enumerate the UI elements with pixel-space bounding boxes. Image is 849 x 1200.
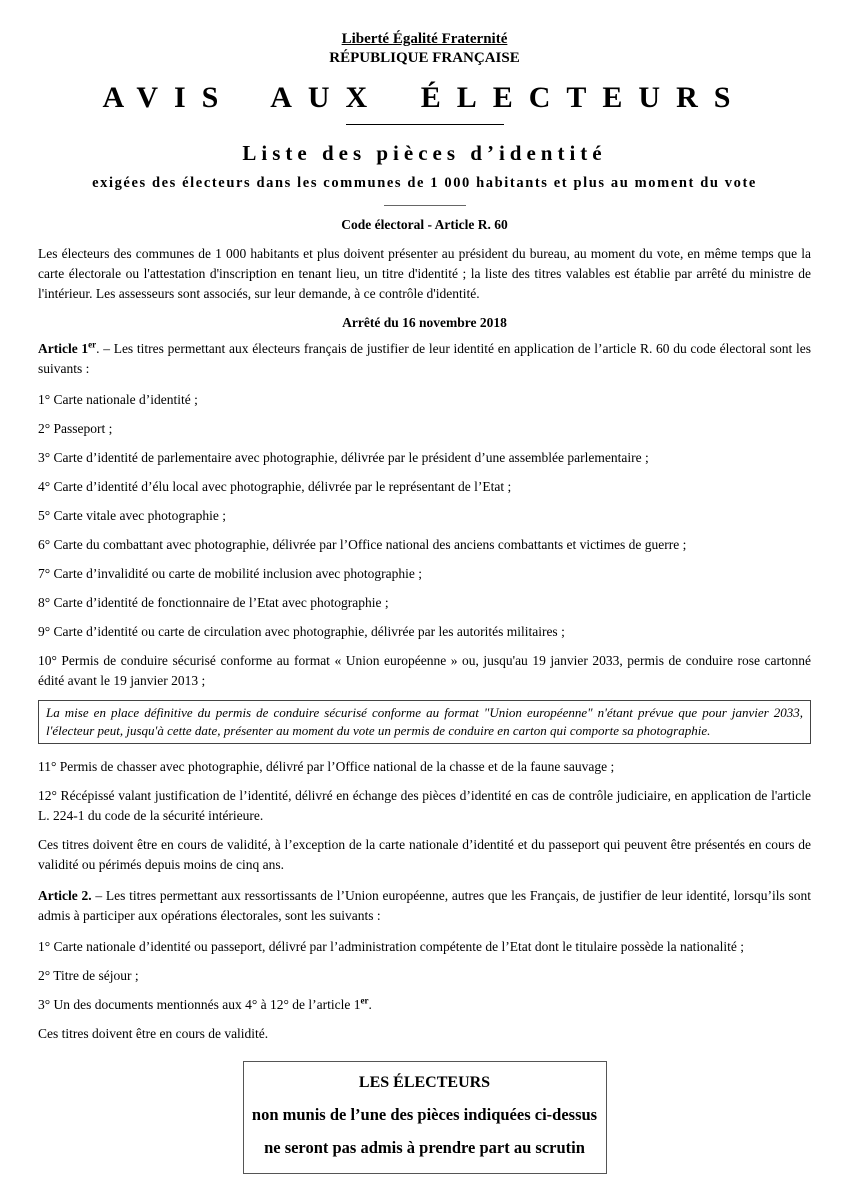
article-2-paragraph	[38, 886, 811, 926]
article-1-item-1: 1° Carte nationale d’identité ;	[38, 392, 198, 407]
warning-line-2: non munis de l’une des pièces indiquées ci-dessus	[251, 1105, 598, 1124]
article-2-item-3-text: 3° Un des documents mentionnés aux 4° à 12° de l’article 1	[38, 997, 361, 1012]
intro-paragraph: Les électeurs des communes de 1 000 habitants et plus doivent présenter au président du bureau, au moment du vote, en même temps que la carte électorale ou l'attestation d'inscription en tenant lieu, un titre d'identité ; la liste des titres valables est établie par arrêté du ministre de l'intérieur. Les assesseurs sont associés, sur leur demande, à ce contrôle d'identité.	[38, 246, 811, 301]
subtitle-divider	[384, 205, 466, 206]
article-2-item-1: 1° Carte nationale d’identité ou passeport, délivré par l’administration compétente de l’Etat dont le titulaire possède la nationalité ;	[38, 939, 745, 954]
article-2-text: – Les titres permettant aux ressortissants de l’Union européenne, autres que les Français, de justifier de leur identité, lorsqu’ils sont admis à participer aux opérations électorales, sont les suivants :	[38, 888, 811, 923]
driving-licence-note-box: La mise en place définitive du permis de conduire sécurisé conforme au format "Union européenne" n'étant prévue que pour janvier 2033, l'électeur peut, jusqu'à cette date, présenter au moment du vote un permis de conduire en carton qui comporte sa photographie.	[38, 700, 811, 744]
article-2-item-3	[38, 995, 811, 1015]
title-divider	[346, 124, 504, 125]
decree-date-heading: Arrêté du 16 novembre 2018	[342, 315, 507, 330]
article-2-item-3-superscript: er	[360, 995, 369, 1006]
motto: Liberté Égalité Fraternité	[341, 31, 508, 47]
article-2-item-3-period: .	[368, 997, 372, 1012]
article-2-label: Article 2.	[38, 888, 92, 903]
article-1-item-8: 8° Carte d’identité de fonctionnaire de l’Etat avec photographie ;	[38, 595, 389, 610]
article-1-item-2: 2° Passeport ;	[38, 421, 113, 436]
article-1-label: Article 1	[38, 341, 89, 356]
article-1-item-10: 10° Permis de conduire sécurisé conforme au format « Union européenne » ou, jusqu'au 19 janvier 2033, permis de conduire rose cartonné édité avant le 19 janvier 2013 ;	[38, 653, 811, 688]
article-1-validity-paragraph: Ces titres doivent être en cours de validité, à l’exception de la carte nationale d’identité et du passeport qui peuvent être présentés en cours de validité ou périmés depuis moins de cinq ans.	[38, 837, 811, 872]
warning-box	[243, 1061, 607, 1174]
page-title: AVIS AUX ÉLECTEURS	[102, 81, 747, 114]
subtitle: Liste des pièces d’identité	[242, 141, 607, 165]
article-1-item-11: 11° Permis de chasser avec photographie, délivré par l’Office national de la chasse et de la faune sauvage ;	[38, 759, 615, 774]
subtitle-detail: exigées des électeurs dans les communes de 1 000 habitants et plus au moment du vote	[92, 175, 757, 191]
article-1-item-9: 9° Carte d’identité ou carte de circulation avec photographie, délivrée par les autorités militaires ;	[38, 624, 565, 639]
article-1-item-4: 4° Carte d’identité d’élu local avec photographie, délivrée par le représentant de l’Etat ;	[38, 479, 512, 494]
electoral-code-reference: Code électoral - Article R. 60	[341, 217, 508, 232]
article-2-item-2: 2° Titre de séjour ;	[38, 968, 139, 983]
article-1-item-7: 7° Carte d’invalidité ou carte de mobilité inclusion avec photographie ;	[38, 566, 423, 581]
article-1-text: . – Les titres permettant aux électeurs français de justifier de leur identité en application de l’article R. 60 du code électoral sont les suivants :	[38, 341, 811, 376]
article-1-item-3: 3° Carte d’identité de parlementaire avec photographie, délivrée par le président d’une assemblée parlementaire ;	[38, 450, 649, 465]
article-1-paragraph	[38, 339, 811, 379]
article-1-label-superscript: er	[88, 339, 97, 350]
warning-line-1: LES ÉLECTEURS	[358, 1074, 491, 1091]
article-1-item-6: 6° Carte du combattant avec photographie, délivrée par l’Office national des anciens combattants et victimes de guerre ;	[38, 537, 687, 552]
warning-line-3: ne seront pas admis à prendre part au scrutin	[264, 1138, 585, 1157]
article-1-item-5: 5° Carte vitale avec photographie ;	[38, 508, 226, 523]
article-1-item-12: 12° Récépissé valant justification de l’identité, délivré en échange des pièces d’identité en cas de contrôle judiciaire, en application de l'article L. 224-1 du code de la sécurité intérieure.	[38, 788, 811, 823]
article-2-validity-paragraph: Ces titres doivent être en cours de validité.	[38, 1026, 269, 1041]
republic-name: RÉPUBLIQUE FRANÇAISE	[329, 50, 520, 66]
